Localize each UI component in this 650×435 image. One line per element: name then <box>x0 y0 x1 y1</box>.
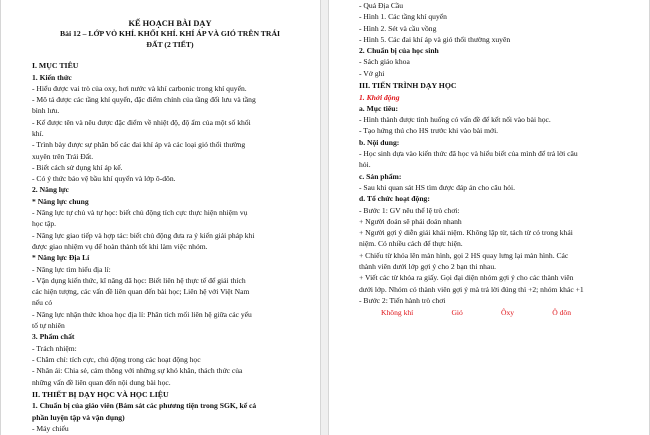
left-text-line: các hiện tượng, các vấn đề liên quan đến bài học; Liên hệ với Việt Nam <box>32 287 250 297</box>
page-gap <box>321 0 328 435</box>
left-text-line: nếu có <box>32 298 53 308</box>
left-text-line: - Máy chiếu <box>32 423 69 433</box>
right-text-line: - Bước 1: GV nêu thể lệ trò chơi: <box>359 205 460 215</box>
right-text-line: hỏi. <box>359 160 371 170</box>
lesson-title-line-1: Bài 12 – LỚP VỎ KHÍ. KHỐI KHÍ. KHÍ ÁP VÀ GIÓ TRÊN TRÁI <box>59 29 281 38</box>
right-text-line: - Hình thành được tình huống có vấn đề để kết nối vào bài học. <box>359 115 551 125</box>
keyword-2: Gió <box>451 308 463 318</box>
left-text-line: - Nhân ái: Chia sẻ, cảm thông với những sự khó khăn, thách thức của <box>32 366 243 376</box>
keyword-4: Ô dôn <box>552 308 571 318</box>
left-text-line: - Trình bày được sự phân bố các đai khí áp và các loại gió thổi thường <box>32 140 246 150</box>
right-text-line: a. Mục tiêu: <box>359 103 399 113</box>
right-text-line: c. Sản phẩm: <box>359 171 402 181</box>
left-text-line: xuyên trên Trái Đất. <box>32 151 94 161</box>
left-text-line: II. THIẾT BỊ DẠY HỌC VÀ HỌC LIỆU <box>32 389 169 399</box>
keyword-3: Ôxy <box>500 308 515 318</box>
right-text-line: niệm. Có nhiều cách để thực hiện. <box>359 239 463 249</box>
left-page-body <box>32 60 308 434</box>
right-text-line: 2. Chuẩn bị của học sinh <box>359 46 439 56</box>
left-text-line: được giao nhiệm vụ để hoàn thành tốt khi làm việc nhóm. <box>32 241 208 251</box>
left-text-line: - Vận dụng kiến thức, kĩ năng đã học: Biết liên hệ thực tế để giải thích <box>32 275 246 285</box>
right-text-line: + Người gợi ý diễn giải khái niệm. Không lặp từ, tách từ có trong khái <box>359 228 573 238</box>
right-text-line: + Viết các từ khóa ra giấy. Gọi đại diện nhóm gợi ý cho các thành viên <box>359 273 574 283</box>
right-text-line: - Bước 2: Tiến hành trò chơi <box>359 295 446 305</box>
left-text-line: phần luyện tập và vận dụng) <box>32 412 125 422</box>
document-title: KẾ HOẠCH BÀI DẠY <box>128 19 212 28</box>
left-text-line: học tập. <box>32 219 57 229</box>
left-text-line: - Có ý thức bảo vệ bầu khí quyển và lớp ô-dôn. <box>32 174 176 184</box>
left-text-line: 2. Năng lực <box>32 185 69 195</box>
left-text-line: 3. Phẩm chất <box>32 332 75 342</box>
right-text-line: - Vở ghi <box>359 68 385 78</box>
keyword-1: Không khí <box>381 308 414 318</box>
right-text-line: - Học sinh dựa vào kiến thức đã học và hiểu biết của mình để trả lời câu <box>359 149 578 159</box>
left-text-line: 1. Kiến thức <box>32 72 72 82</box>
right-text-line: d. Tổ chức hoạt động: <box>359 194 430 204</box>
left-text-line: bình lưu. <box>32 106 60 116</box>
right-text-line: - Sau khi quan sát HS tìm được đáp án cho câu hỏi. <box>359 182 515 192</box>
left-text-line: - Hiểu được vai trò của oxy, hơi nước và khí carbonic trong khí quyển. <box>32 83 247 93</box>
right-text-line: - Hình 2. Sét và cầu vồng <box>359 23 437 33</box>
left-text-line: - Chăm chỉ: tích cực, chủ động trong các hoạt động học <box>32 354 201 364</box>
right-text-line: 1. Khởi động <box>359 92 400 102</box>
right-text-line: b. Nội dung: <box>359 137 400 147</box>
left-text-line: - Năng lực giao tiếp và hợp tác: biết chủ động đưa ra ý kiến giải pháp khi <box>32 230 255 240</box>
left-text-line: * Năng lực chung <box>32 196 89 206</box>
right-text-line: dưới lớp. Nhóm có thành viên gợi ý mà trả lời đúng thì +2; nhóm khác +1 <box>359 284 584 294</box>
right-text-line: - Tạo hứng thú cho HS trước khi vào bài mới. <box>359 126 499 136</box>
page-right <box>328 0 650 435</box>
left-text-line: * Năng lực Địa Lí <box>32 253 90 263</box>
right-text-line: - Quả Địa Cầu <box>359 1 404 10</box>
left-text-line: khí. <box>32 128 44 138</box>
keyword-row <box>381 308 571 317</box>
lesson-title-line-2: ĐẤT (2 TIẾT) <box>146 39 194 49</box>
left-text-line: - Trách nhiệm: <box>32 343 77 353</box>
left-text-line: - Năng lực tự chủ và tự học: biết chủ động tích cực thực hiện nhiệm vụ <box>32 208 248 218</box>
right-text-line: - Hình 5. Các đai khí áp và gió thổi thường xuyên <box>359 34 511 44</box>
left-text-line: - Kể được tên và nêu được đặc điểm về nhiệt độ, độ ẩm của một số khối <box>32 117 251 127</box>
right-text-line: - Sách giáo khoa <box>359 57 410 67</box>
right-text-line: - Hình 1. Các tầng khí quyển <box>359 12 447 22</box>
left-text-line: 1. Chuẩn bị của giáo viên (Bám sát các phương tiện trong SGK, kể cả <box>32 401 257 411</box>
left-text-line: - Năng lực tìm hiểu địa lí: <box>32 264 111 274</box>
left-text-line: - Biết cách sử dụng khí áp kế. <box>32 162 123 172</box>
left-text-line: những vấn đề liên quan đến nội dung bài học. <box>32 377 171 387</box>
left-text-line: I. MỤC TIÊU <box>32 61 79 70</box>
page-left <box>0 0 321 435</box>
left-text-line: - Mô tả được các tầng khí quyển, đặc điểm chính của tầng đối lưu và tầng <box>32 95 256 105</box>
left-text-line: tố tự nhiên <box>32 321 65 331</box>
right-text-line: + Người đoán sẽ phải đoán nhanh <box>359 216 462 226</box>
right-text-line: III. TIẾN TRÌNH DẠY HỌC <box>359 81 457 91</box>
right-page-body <box>359 0 637 306</box>
left-text-line: - Năng lực nhận thức khoa học địa lí: Phân tích mối liên hệ giữa các yếu <box>32 309 252 319</box>
right-text-line: thành viên dưới lớp gợi ý cho 2 bạn thi nhau. <box>359 262 497 272</box>
right-text-line: + Chiếu từ khóa lên màn hình, gọi 2 HS quay lưng lại màn hình. Các <box>359 250 569 260</box>
